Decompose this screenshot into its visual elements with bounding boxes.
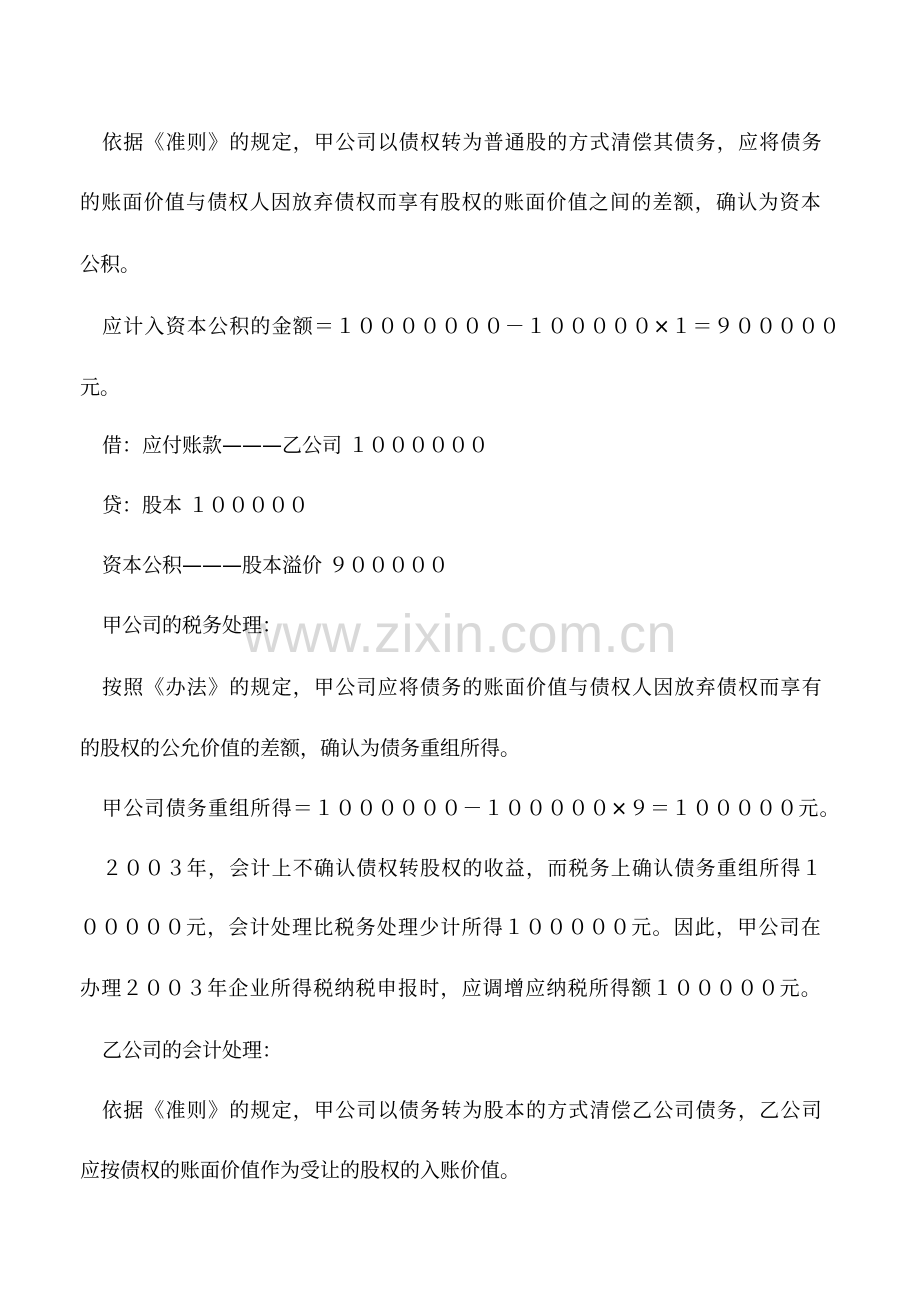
journal-entry-credit: 资本公积———股本溢价 ９０００００ [102,553,449,577]
section-heading: 乙公司的会计处理： [102,1038,282,1062]
paragraph-line: 的账面价值与债权人因放弃债权而享有股权的账面价值之间的差额，确认为资本 [80,190,822,214]
paragraph-line: 按照《办法》的规定，甲公司应将债务的账面价值与债权人因放弃债权而享有 [102,675,823,699]
paragraph-line: ０００００元，会计处理比税务处理少计所得１０００００元。因此，甲公司在 [80,915,822,939]
paragraph-line: 元。 [80,375,120,399]
section-heading: 甲公司的税务处理： [102,613,282,637]
watermark: www.zixin.com.cn [243,604,678,664]
paragraph-line: 应按债权的账面价值作为受让的股权的入账价值。 [80,1158,520,1182]
journal-entry-debit: 借：应付账款———乙公司 １００００００ [102,433,489,457]
paragraph-line: 公积。 [80,252,140,276]
journal-entry-credit: 贷：股本 １０００００ [102,493,309,517]
paragraph-line: ２００３年，会计上不确认债权转股权的收益，而税务上确认债务重组所得１ [102,856,823,880]
paragraph-line: 依据《准则》的规定，甲公司以债务转为股本的方式清偿乙公司债务，乙公司 [102,1098,823,1122]
paragraph-line: 应计入资本公积的金额＝１０００００００－１０００００×１＝９０００００ [102,314,841,338]
paragraph-line: 甲公司债务重组所得＝１００００００－１０００００×９＝１０００００元。 [102,796,841,820]
paragraph-line: 办理２００３年企业所得税纳税申报时，应调增应纳税所得额１０００００元。 [80,976,822,1000]
paragraph-line: 的股权的公允价值的差额，确认为债务重组所得。 [80,736,520,760]
paragraph-line: 依据《准则》的规定，甲公司以债权转为普通股的方式清偿其债务，应将债务 [102,130,823,154]
